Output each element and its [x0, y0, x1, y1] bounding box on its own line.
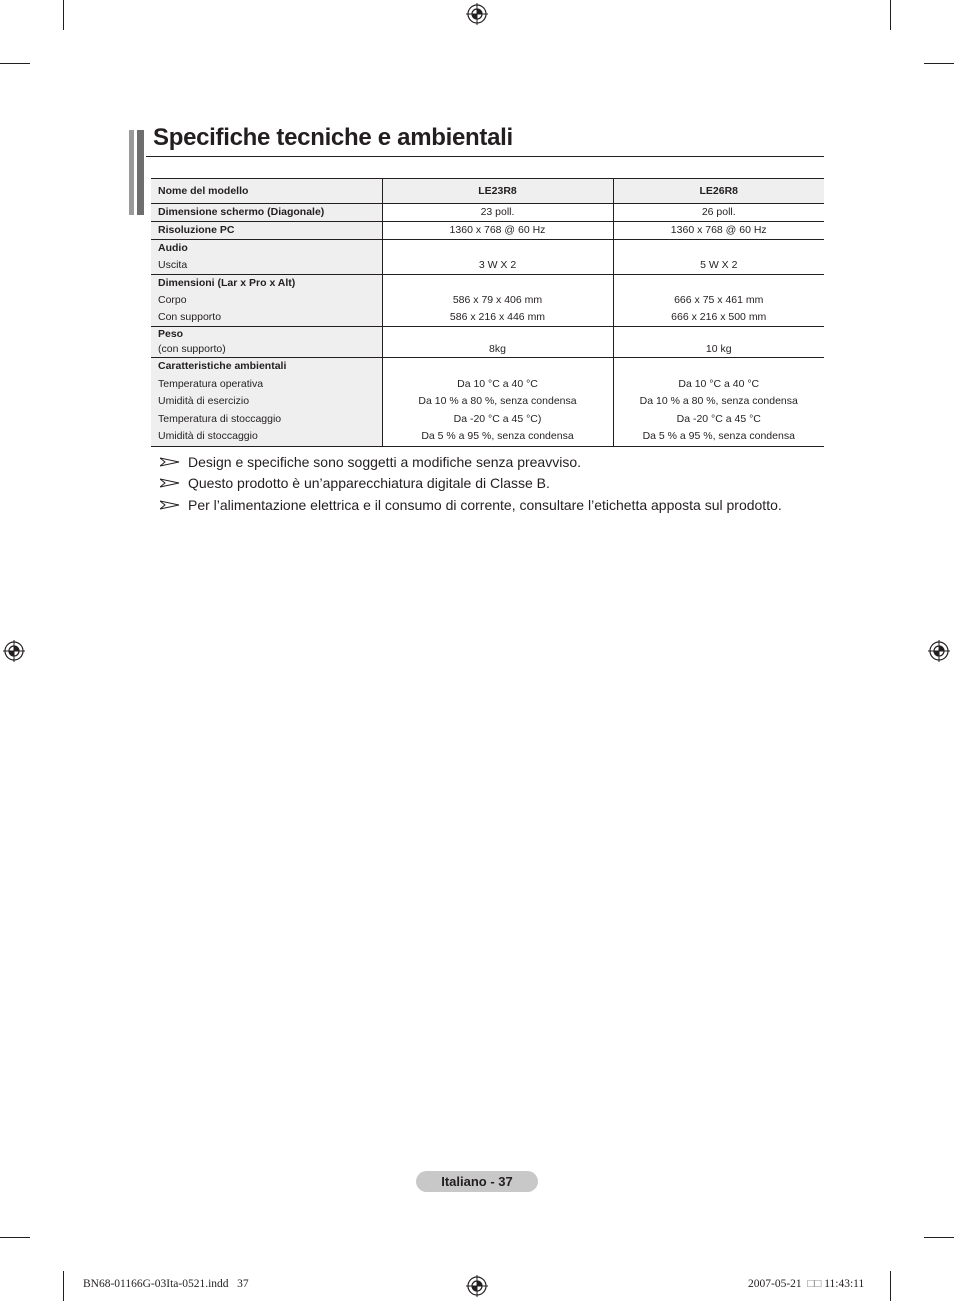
list-item — [160, 494, 782, 516]
crop-mark — [0, 63, 30, 64]
table-row-group — [151, 327, 824, 358]
crop-mark — [924, 1237, 954, 1238]
group-label: Audio — [158, 242, 188, 254]
cell-le26r8: 1360 x 768 @ 60 Hz — [613, 222, 824, 240]
cell-le23r8: Da 10 °C a 40 °C — [457, 377, 538, 390]
registration-mark-icon — [3, 640, 25, 662]
notes-list — [160, 451, 782, 516]
row-label: (con supporto) — [158, 343, 226, 355]
row-label: Temperatura di stoccaggio — [158, 412, 282, 425]
row-label: Dimensione schermo (Diagonale) — [151, 204, 382, 222]
row-label: Umidità di stoccaggio — [158, 430, 258, 443]
crop-mark — [63, 1271, 64, 1301]
table-row — [151, 204, 824, 222]
header-model-name: Nome del modello — [151, 179, 382, 204]
row-label: Risoluzione PC — [151, 222, 382, 240]
row-label: Temperatura operativa — [158, 377, 264, 390]
note-text: Per l’alimentazione elettrica e il consumo di corrente, consultare l’etichetta apposta sul prodotto. — [188, 496, 782, 513]
cell-le26r8: Da -20 °C a 45 °C — [676, 412, 761, 425]
cell-le23r8: Da 10 % a 80 %, senza condensa — [418, 395, 577, 408]
crop-mark — [890, 0, 891, 30]
table-row-group — [151, 358, 824, 447]
cell-le23r8: 8kg — [489, 343, 506, 355]
specs-table — [151, 178, 824, 447]
print-slug-datetime — [748, 1278, 864, 1290]
cell-le26r8: Da 10 °C a 40 °C — [678, 377, 760, 390]
note-text: Questo prodotto è un’apparecchiatura digitale di Classe B. — [188, 475, 550, 492]
cell-le26r8: 5 W X 2 — [700, 259, 738, 271]
table-header-row — [151, 179, 824, 204]
cell-le26r8: 666 x 216 x 500 mm — [671, 311, 767, 323]
table-row-group — [151, 275, 824, 327]
title-side-bar — [129, 130, 144, 215]
row-label: Corpo — [158, 294, 187, 306]
note-text: Design e specifiche sono soggetti a modifiche senza preavviso. — [188, 453, 581, 470]
cell-le26r8: Da 10 % a 80 %, senza condensa — [639, 395, 798, 408]
registration-mark-icon — [466, 1275, 488, 1297]
row-label: Umidità di esercizio — [158, 395, 250, 408]
cell-le23r8: 23 poll. — [382, 204, 613, 222]
print-slug-time: 11:43:11 — [824, 1278, 865, 1290]
cell-le26r8: Da 5 % a 95 %, senza condensa — [642, 430, 795, 443]
cell-le23r8: 1360 x 768 @ 60 Hz — [382, 222, 613, 240]
group-label: Peso — [158, 328, 184, 340]
row-label: Con supporto — [158, 311, 222, 323]
arrow-bullet-icon — [160, 457, 180, 467]
table-row — [151, 222, 824, 240]
print-slug-glyphs: □□ — [807, 1278, 822, 1290]
page-title: Specifiche tecniche e ambientali — [153, 124, 513, 151]
registration-mark-icon — [928, 640, 950, 662]
cell-le23r8: 586 x 79 x 406 mm — [452, 294, 543, 306]
crop-mark — [890, 1271, 891, 1301]
crop-mark — [924, 63, 954, 64]
group-label: Dimensioni (Lar x Pro x Alt) — [158, 277, 296, 289]
cell-le23r8: Da 5 % a 95 %, senza condensa — [421, 430, 574, 443]
cell-le26r8: 10 kg — [705, 343, 732, 355]
crop-mark — [63, 0, 64, 30]
row-label: Uscita — [158, 259, 188, 271]
cell-le23r8: 586 x 216 x 446 mm — [449, 311, 546, 323]
print-slug-date: 2007-05-21 — [748, 1278, 802, 1290]
header-model-le26r8: LE26R8 — [613, 179, 824, 204]
table-row-group — [151, 240, 824, 275]
group-label: Caratteristiche ambientali — [158, 360, 287, 372]
cell-le23r8: Da -20 °C a 45 °C) — [453, 412, 542, 425]
arrow-bullet-icon — [160, 500, 180, 510]
page-number-badge: Italiano - 37 — [416, 1171, 538, 1192]
registration-mark-icon — [466, 3, 488, 25]
cell-le26r8: 26 poll. — [613, 204, 824, 222]
title-rule — [146, 156, 824, 157]
crop-mark — [0, 1237, 30, 1238]
arrow-bullet-icon — [160, 478, 180, 488]
cell-le23r8: 3 W X 2 — [478, 259, 517, 271]
list-item — [160, 451, 782, 473]
header-model-le23r8: LE23R8 — [382, 179, 613, 204]
print-slug-file: BN68-01166G-03Ita-0521.indd 37 — [83, 1278, 249, 1290]
list-item — [160, 473, 782, 495]
cell-le26r8: 666 x 75 x 461 mm — [674, 294, 764, 306]
